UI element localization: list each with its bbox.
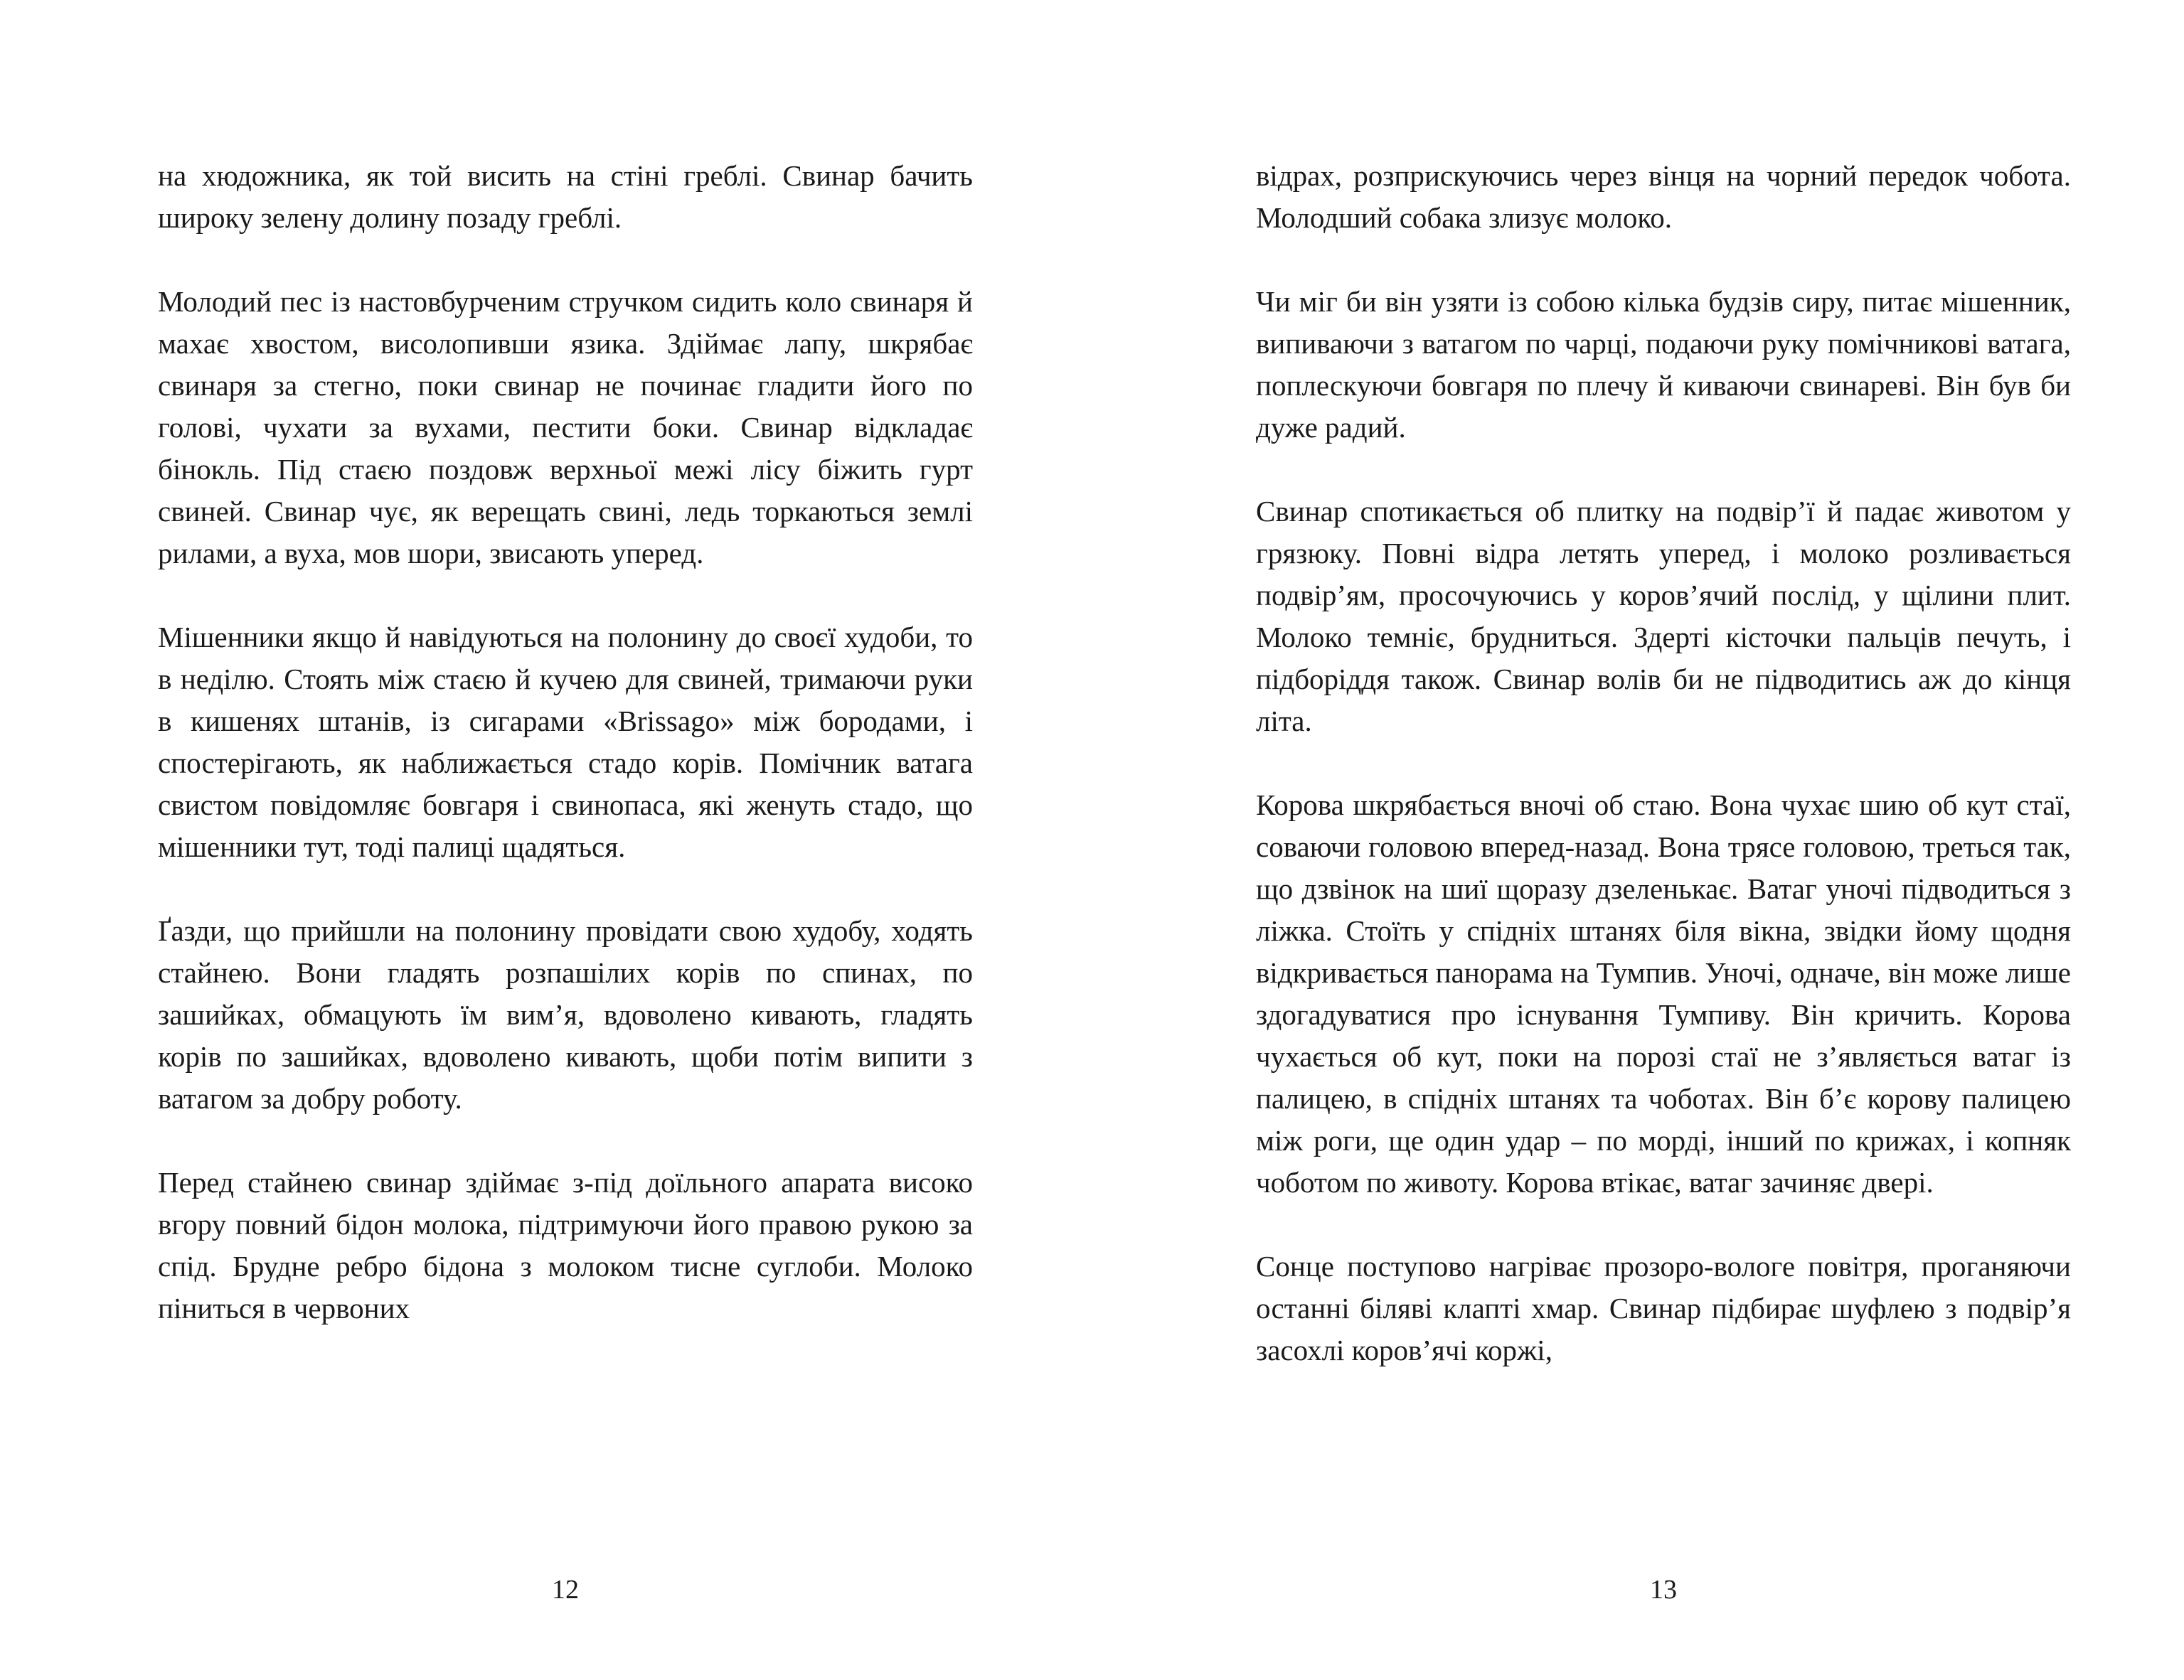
paragraph: Перед стайнею свинар здіймає з-під доїльного апарата високо вгору повний бідон молока, підтримуючи його правою рукою за спід. Брудне ребро бідона з молоком тисне суглоби. Молоко піниться в червоних bbox=[158, 1166, 973, 1325]
paragraph: Свинар спотикається об плитку на подвір’ї й падає животом у грязюку. Повні відра летять уперед, і молоко розливається подвір’ям, просочуючись у коров’ячий послід, у щілини плит. Молоко темніє, брудниться. Здерті кісточки пальців печуть, і підборіддя також. Свинар волів би не підводитись аж до кінця літа. bbox=[1256, 495, 2071, 737]
paragraph: Чи міг би він узяти із собою кілька будзів сиру, питає мішенник, випиваючи з ватагом по чарці, подаючи руку помічникові ватага, поплескуючи бовгаря по плечу й киваючи свинареві. Він був би дуже радий. bbox=[1256, 285, 2071, 444]
right-page bbox=[1092, 0, 2184, 1680]
paragraph: на хюдожника, як той висить на стіні греблі. Свинар бачить широку зелену долину позаду греблі. bbox=[158, 159, 973, 234]
page-number-right: 13 bbox=[1650, 1575, 1677, 1605]
left-page-text bbox=[158, 155, 973, 1329]
paragraph: Ґазди, що прийшли на полонину провідати свою худобу, ходять стайнею. Вони гладять розпашілих корів по спинах, по зашийках, обмацують їм вим’я, вдоволено кивають, гладять корів по зашийках, вдоволено кивають, щоби потім випити з ватагом за добру роботу. bbox=[158, 914, 973, 1115]
page-number-left: 12 bbox=[552, 1575, 579, 1605]
paragraph: Молодий пес із настовбурченим стручком сидить коло свинаря й махає хвостом, висолопивши язика. Здіймає лапу, шкрябає свинаря за стегно, поки свинар не починає гладити його по голові, чухати за вухами, пестити боки. Свинар відкладає бінокль. Під стаєю поздовж верхньої межі лісу біжить гурт свиней. Свинар чує, як верещать свині, ледь торкаються землі рилами, а вуха, мов шори, звисають уперед. bbox=[158, 285, 973, 569]
right-page-text bbox=[1256, 155, 2071, 1371]
paragraph: Мішенники якщо й навідуються на полонину до своєї худоби, то в неділю. Стоять між стаєю й кучею для свиней, тримаючи руки в кишенях штанів, із сигарами «Brissago» між бородами, і спостерігають, як наближається стадо корів. Помічник ватага свистом повідомляє бовгаря і свинопаса, які женуть стадо, що мішенники тут, тоді палиці щадяться. bbox=[158, 621, 973, 863]
paragraph: Сонце поступово нагріває прозоро-вологе повітря, проганяючи останні біляві клапті хмар. Свинар підбирає шуфлею з подвір’я засохлі коров’ячі коржі, bbox=[1256, 1250, 2071, 1366]
paragraph: відрах, розприскуючись через вінця на чорний передок чобота. Молодший собака злизує молоко. bbox=[1256, 159, 2071, 234]
paragraph: Корова шкрябається вночі об стаю. Вона чухає шию об кут стаї, соваючи головою вперед-назад. Вона трясе головою, треться так, що дзвінок на шиї щоразу дзеленькає. Ватаг уночі підводиться з ліжка. Стоїть у спідніх штанях біля вікна, звідки йому щодня відкривається панорама на Тумпив. Уночі, одначе, він може лише здогадуватися про існування Тумпиву. Він кричить. Корова чухається об кут, поки на порозі стаї не з’являється ватаг із палицею, в спідніх штанях та чоботах. Він б’є корову палицею між роги, ще один удар – по морді, інший по крижах, і копняк чоботом по животу. Корова втікає, ватаг зачиняє двері. bbox=[1256, 788, 2071, 1199]
